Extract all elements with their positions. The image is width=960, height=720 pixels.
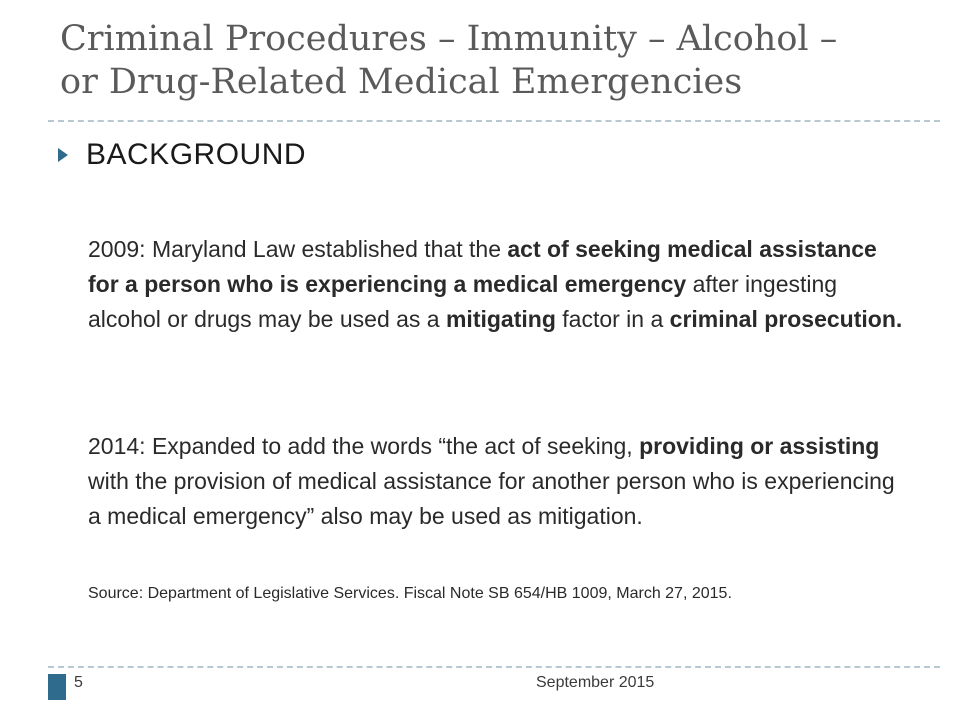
p1-text-2: after ingesting alcohol or drugs may be used as a (88, 271, 838, 332)
paragraph-2014 (88, 429, 908, 534)
page-number: 5 (74, 674, 83, 691)
p2-text-2: with the provision of medical assistance for another person who is experiencing a medical emergency” also may be used as mitigation. (88, 468, 895, 529)
p1-text-3: factor in a (555, 306, 670, 332)
footer-divider (48, 666, 940, 668)
title-divider (48, 120, 940, 122)
section-heading: BACKGROUND (86, 138, 307, 171)
p2-text-1: 2014: Expanded to add the words “the act of seeking, (88, 433, 640, 459)
p1-bold-1: act of seeking medical assistance for a person who is experiencing a medical emergency (88, 236, 877, 297)
footer-accent-block (48, 674, 66, 700)
slide-title-line-1: Criminal Procedures – Immunity – Alcohol – (60, 19, 838, 59)
slide-title (60, 18, 930, 104)
p1-text-1: 2009: Maryland Law established that the (88, 236, 508, 262)
footer-date: September 2015 (536, 674, 655, 691)
bullet-background (58, 138, 306, 172)
p1-bold-3: criminal prosecution. (669, 306, 903, 332)
slide-title-line-2: or Drug-Related Medical Emergencies (60, 62, 743, 102)
p1-bold-2: mitigating (445, 306, 556, 332)
p2-bold-1: providing or assisting (639, 433, 880, 459)
triangle-bullet-icon (58, 148, 68, 162)
paragraph-2009 (88, 232, 908, 337)
source-citation: Source: Department of Legislative Services. Fiscal Note SB 654/HB 1009, March 27, 2015. (88, 585, 732, 602)
